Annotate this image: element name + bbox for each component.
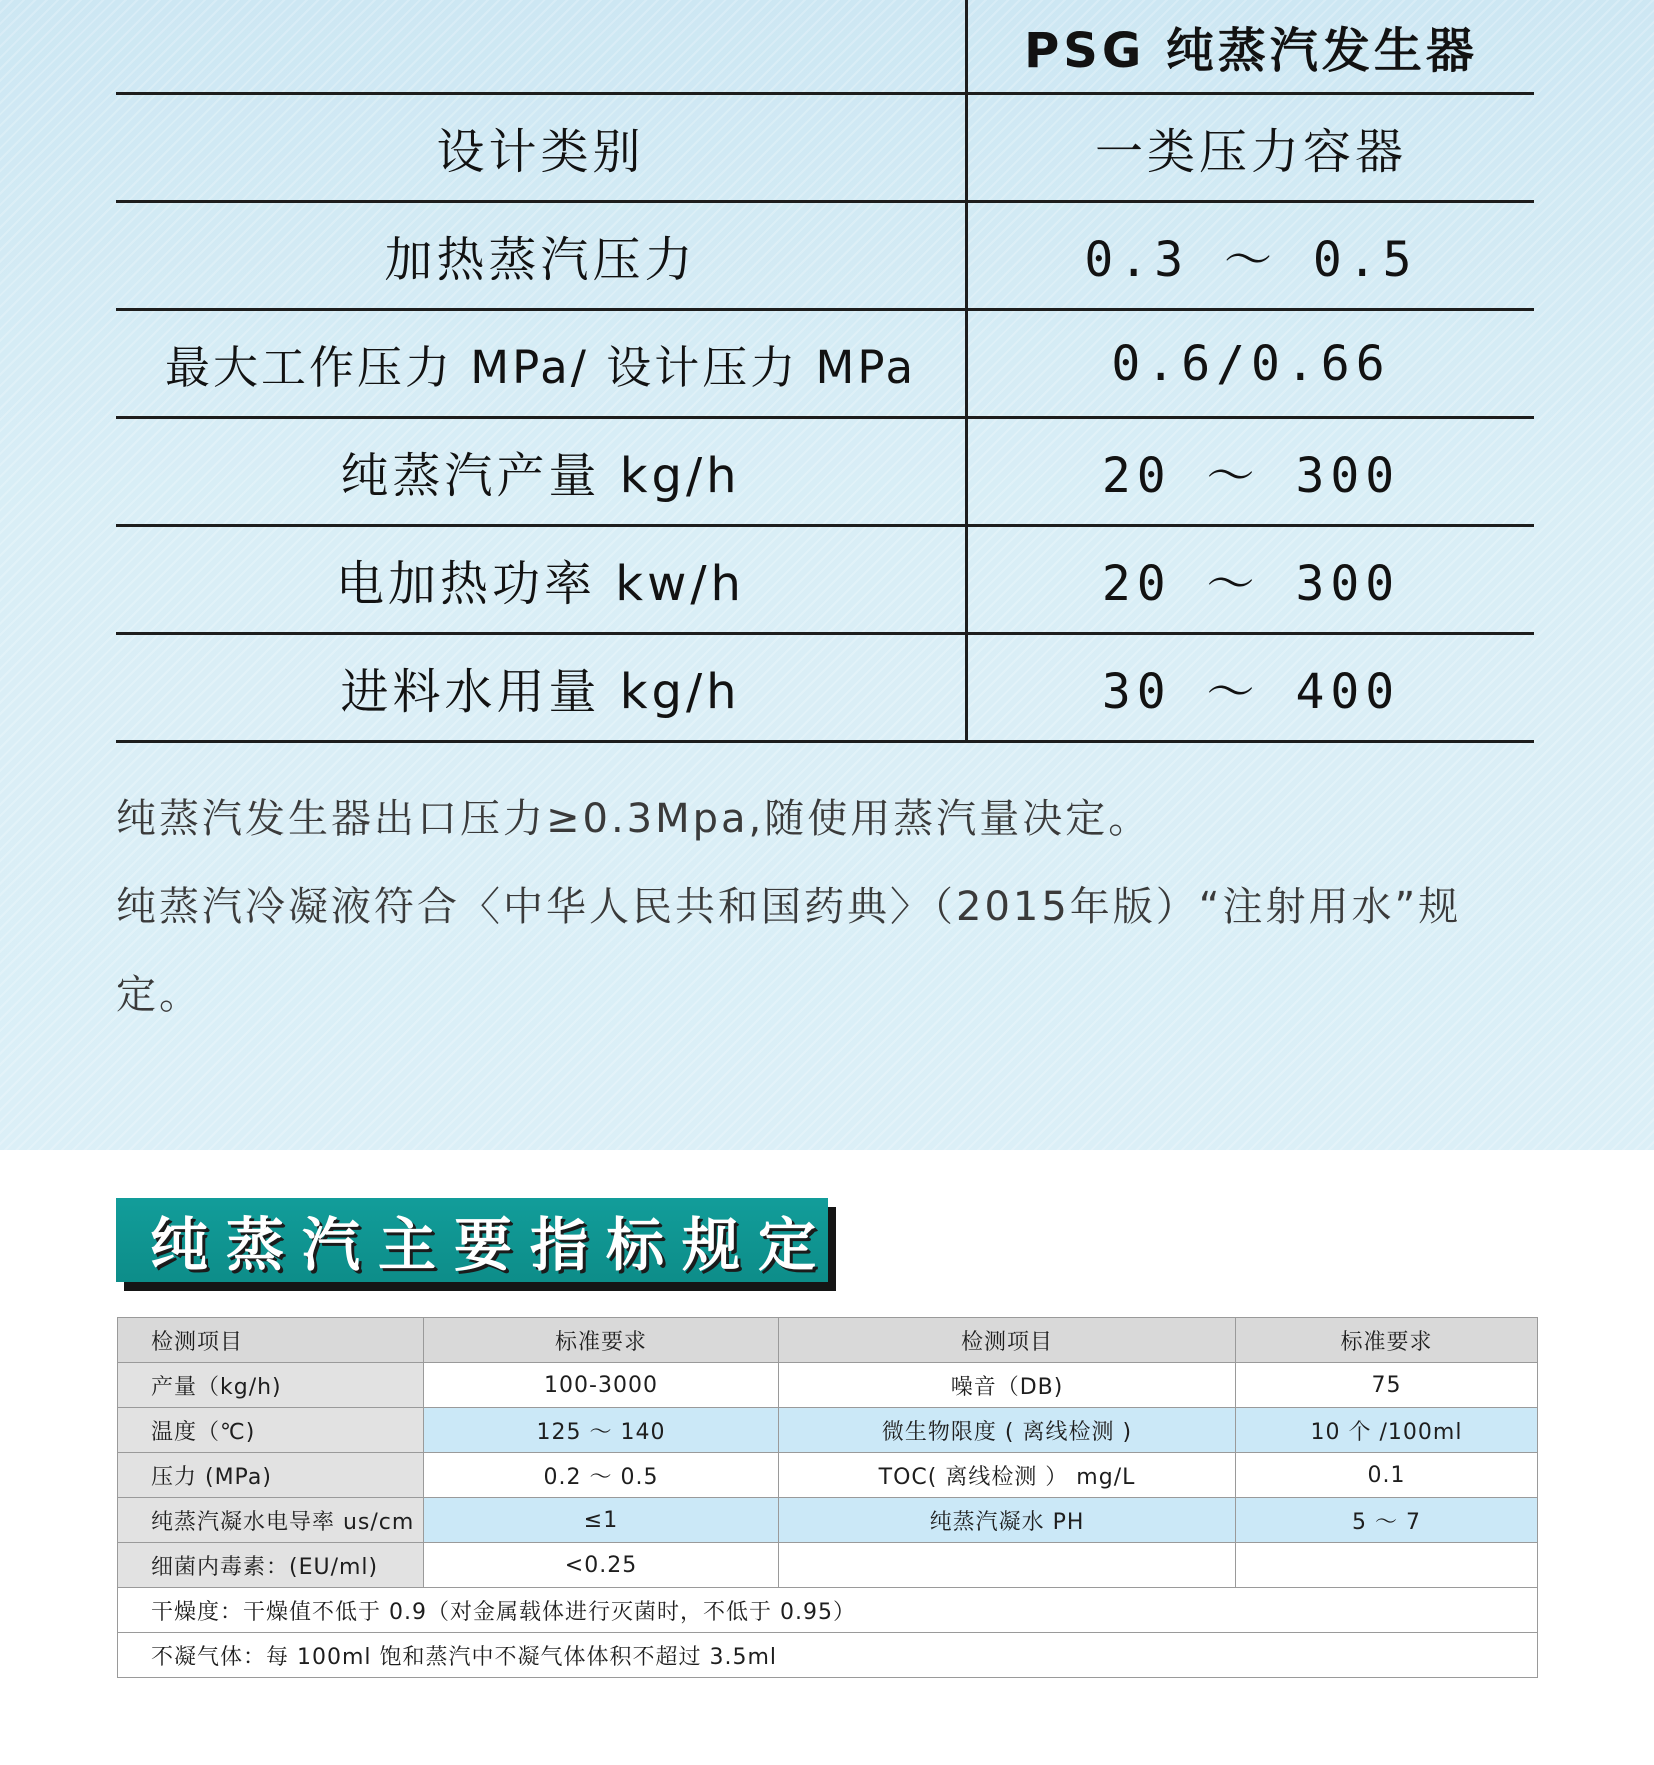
table-row [118,1363,1538,1408]
note-outlet-pressure: 纯蒸汽发生器出口压力≥0.3Mpa,随使用蒸汽量决定。 [116,796,1152,842]
item-value: 0.1 [1236,1453,1538,1498]
item-value: 0.2 ～ 0.5 [424,1453,779,1498]
spec-header-product: PSG 纯蒸汽发生器 [967,0,1535,94]
spec-label: 加热蒸汽压力 [116,202,967,310]
item-value [1236,1543,1538,1588]
table-row [118,1498,1538,1543]
spec-value: 20 ～ 300 [967,526,1535,634]
spec-label: 纯蒸汽产量 kg/h [116,418,967,526]
spec-value: 0.6/0.66 [967,310,1535,418]
item-label: 压力 (MPa) [118,1453,424,1498]
spec-value: 30 ～ 400 [967,634,1535,742]
spec-value: 一类压力容器 [967,94,1535,202]
item-value: 75 [1236,1363,1538,1408]
dryness-requirement: 干燥度：干燥值不低于 0.9（对金属载体进行灭菌时，不低于 0.95） [118,1588,1538,1633]
item-label: 温度（℃) [118,1408,424,1453]
item-label [779,1543,1236,1588]
spec-row [116,634,1534,742]
header-item: 检测项目 [118,1318,424,1363]
spec-table [116,0,1534,743]
spec-row [116,418,1534,526]
item-label: 噪音（DB) [779,1363,1236,1408]
table-row-full [118,1588,1538,1633]
indicator-header-row [118,1318,1538,1363]
note-pharmacopoeia: 纯蒸汽冷凝液符合〈中华人民共和国药典〉（2015年版）“注射用水”规定。 [116,884,1462,1018]
header-standard: 标准要求 [424,1318,779,1363]
item-label: 纯蒸汽凝水电导率 us/cm [118,1498,424,1543]
header-item: 检测项目 [779,1318,1236,1363]
spec-row [116,310,1534,418]
item-value: 100-3000 [424,1363,779,1408]
item-value: 5 ～ 7 [1236,1498,1538,1543]
spec-row [116,526,1534,634]
table-row [118,1408,1538,1453]
spec-header-left [116,0,967,94]
table-row-full [118,1633,1538,1678]
spec-label: 进料水用量 kg/h [116,634,967,742]
spec-notes [116,775,1536,1039]
spec-table-header [116,0,1534,94]
spec-row [116,202,1534,310]
table-row [118,1543,1538,1588]
item-label: TOC( 离线检测 ） mg/L [779,1453,1236,1498]
section-title: 纯蒸汽主要指标规定 [150,1211,835,1279]
header-standard: 标准要求 [1236,1318,1538,1363]
spec-value: 0.3 ～ 0.5 [967,202,1535,310]
item-label: 微生物限度 ( 离线检测 ) [779,1408,1236,1453]
item-value: 125 ～ 140 [424,1408,779,1453]
item-value: <0.25 [424,1543,779,1588]
spec-label: 电加热功率 kw/h [116,526,967,634]
table-row [118,1453,1538,1498]
item-label: 纯蒸汽凝水 PH [779,1498,1236,1543]
spec-row [116,94,1534,202]
section-banner [116,1198,835,1282]
indicator-table [117,1317,1538,1678]
item-value: ≤1 [424,1498,779,1543]
spec-value: 20 ～ 300 [967,418,1535,526]
spec-label: 设计类别 [116,94,967,202]
item-value: 10 个 /100ml [1236,1408,1538,1453]
noncondensable-gas-requirement: 不凝气体：每 100ml 饱和蒸汽中不凝气体体积不超过 3.5ml [118,1633,1538,1678]
item-label: 产量（kg/h) [118,1363,424,1408]
spec-label: 最大工作压力 MPa/ 设计压力 MPa [116,310,967,418]
item-label: 细菌内毒素：(EU/ml) [118,1543,424,1588]
